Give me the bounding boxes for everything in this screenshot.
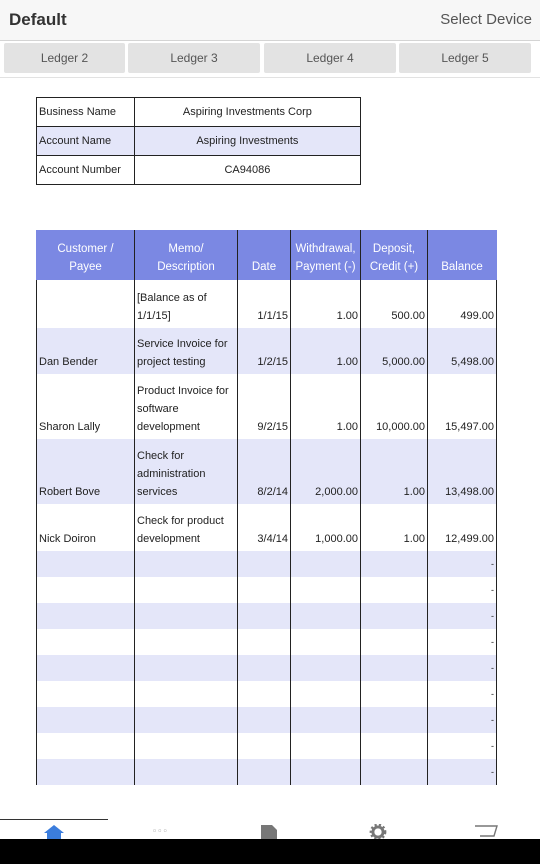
home-icon[interactable] <box>43 824 65 839</box>
balance-cell: 5,498.00 <box>428 328 497 374</box>
memo-cell[interactable]: Service Invoice for project testing <box>135 328 238 374</box>
empty-cell[interactable] <box>135 577 238 603</box>
balance-cell: 12,499.00 <box>428 504 497 551</box>
empty-table-row <box>37 759 497 785</box>
tab-ledger-2[interactable]: Ledger 2 <box>4 43 125 73</box>
empty-table-row <box>37 681 497 707</box>
withdrawal-cell[interactable]: 1.00 <box>291 374 361 439</box>
empty-cell[interactable] <box>135 629 238 655</box>
empty-table-row <box>37 733 497 759</box>
empty-cell[interactable] <box>135 551 238 577</box>
deposit-cell[interactable]: 500.00 <box>361 280 428 328</box>
deposit-cell[interactable]: 10,000.00 <box>361 374 428 439</box>
memo-cell[interactable]: [Balance as of 1/1/15] <box>135 280 238 328</box>
empty-table-row <box>37 655 497 681</box>
empty-cell[interactable] <box>361 629 428 655</box>
payee-cell[interactable] <box>37 280 135 328</box>
memo-cell[interactable]: Check for product development <box>135 504 238 551</box>
tab-ledger-4[interactable]: Ledger 4 <box>264 43 396 73</box>
withdrawal-cell[interactable]: 1.00 <box>291 328 361 374</box>
account-info-table <box>36 97 361 185</box>
ledger-header-row <box>37 230 497 280</box>
account-number-row <box>37 156 361 185</box>
account-name-label: Account Name <box>37 127 135 156</box>
memo-cell[interactable]: Product Invoice for software development <box>135 374 238 439</box>
date-cell[interactable]: 9/2/15 <box>238 374 291 439</box>
divider <box>0 819 108 820</box>
empty-cell[interactable] <box>361 733 428 759</box>
empty-cell[interactable] <box>238 629 291 655</box>
withdrawal-cell[interactable]: 2,000.00 <box>291 439 361 504</box>
payee-cell[interactable]: Dan Bender <box>37 328 135 374</box>
empty-cell[interactable] <box>291 681 361 707</box>
empty-cell[interactable] <box>135 707 238 733</box>
account-name-row <box>37 127 361 156</box>
empty-cell[interactable] <box>361 707 428 733</box>
empty-cell[interactable] <box>135 759 238 785</box>
ledger-body <box>37 280 497 785</box>
table-row <box>37 504 497 551</box>
empty-cell: - <box>428 603 497 629</box>
ledger-tab-bar <box>0 41 540 78</box>
empty-cell[interactable] <box>291 629 361 655</box>
empty-cell: - <box>428 759 497 785</box>
empty-cell[interactable] <box>238 603 291 629</box>
table-row <box>37 280 497 328</box>
empty-cell[interactable] <box>37 707 135 733</box>
empty-table-row <box>37 629 497 655</box>
business-name-label: Business Name <box>37 98 135 127</box>
empty-cell[interactable] <box>238 551 291 577</box>
deposit-cell[interactable]: 5,000.00 <box>361 328 428 374</box>
empty-cell: - <box>428 577 497 603</box>
empty-cell[interactable] <box>291 733 361 759</box>
empty-cell[interactable] <box>238 707 291 733</box>
empty-cell[interactable] <box>135 655 238 681</box>
empty-table-row <box>37 603 497 629</box>
empty-cell[interactable] <box>291 577 361 603</box>
empty-table-row <box>37 577 497 603</box>
date-cell[interactable]: 8/2/14 <box>238 439 291 504</box>
date-cell[interactable]: 1/1/15 <box>238 280 291 328</box>
empty-cell[interactable] <box>361 759 428 785</box>
empty-cell[interactable] <box>37 681 135 707</box>
empty-cell: - <box>428 551 497 577</box>
bottom-nav <box>0 818 540 839</box>
header-date: Date <box>238 230 291 280</box>
cart-icon[interactable] <box>474 824 498 839</box>
empty-cell[interactable] <box>37 603 135 629</box>
app-title: Default <box>9 10 67 29</box>
header-deposit: Deposit, Credit (+) <box>361 230 428 280</box>
empty-cell: - <box>428 629 497 655</box>
ledger-table <box>36 230 497 785</box>
deposit-cell[interactable]: 1.00 <box>361 439 428 504</box>
balance-cell: 15,497.00 <box>428 374 497 439</box>
table-row <box>37 328 497 374</box>
empty-cell[interactable] <box>37 733 135 759</box>
select-device-button[interactable]: Select Device <box>440 11 532 28</box>
top-bar <box>0 0 540 41</box>
screen-edge <box>0 839 540 864</box>
empty-cell[interactable] <box>361 577 428 603</box>
empty-cell: - <box>428 655 497 681</box>
document-icon[interactable] <box>260 824 278 839</box>
payee-cell[interactable]: Nick Doiron <box>37 504 135 551</box>
empty-cell[interactable] <box>135 681 238 707</box>
business-name-row <box>37 98 361 127</box>
empty-cell[interactable] <box>361 681 428 707</box>
account-name-value[interactable]: Aspiring Investments <box>134 127 360 156</box>
empty-cell[interactable] <box>37 655 135 681</box>
account-number-label: Account Number <box>37 156 135 185</box>
empty-cell[interactable] <box>291 655 361 681</box>
empty-cell: - <box>428 733 497 759</box>
memo-cell[interactable]: Check for administration services <box>135 439 238 504</box>
empty-cell[interactable] <box>238 681 291 707</box>
empty-cell: - <box>428 707 497 733</box>
empty-cell[interactable] <box>361 551 428 577</box>
empty-cell[interactable] <box>361 603 428 629</box>
withdrawal-cell[interactable]: 1,000.00 <box>291 504 361 551</box>
tab-ledger-5[interactable]: Ledger 5 <box>399 43 531 73</box>
empty-cell[interactable] <box>37 577 135 603</box>
empty-cell[interactable] <box>135 603 238 629</box>
table-row <box>37 439 497 504</box>
empty-cell[interactable] <box>291 603 361 629</box>
empty-cell[interactable] <box>291 759 361 785</box>
balance-cell: 13,498.00 <box>428 439 497 504</box>
empty-cell[interactable] <box>291 707 361 733</box>
empty-cell[interactable] <box>291 551 361 577</box>
account-number-value[interactable]: CA94086 <box>134 156 360 185</box>
empty-cell[interactable] <box>238 733 291 759</box>
empty-cell[interactable] <box>238 655 291 681</box>
empty-cell[interactable] <box>238 577 291 603</box>
payee-cell[interactable]: Sharon Lally <box>37 374 135 439</box>
date-cell[interactable]: 1/2/15 <box>238 328 291 374</box>
empty-cell: - <box>428 681 497 707</box>
header-withdrawal: Withdrawal, Payment (-) <box>291 230 361 280</box>
deposit-cell[interactable]: 1.00 <box>361 504 428 551</box>
empty-cell[interactable] <box>238 759 291 785</box>
balance-cell: 499.00 <box>428 280 497 328</box>
header-memo: Memo/ Description <box>135 230 238 280</box>
empty-table-row <box>37 707 497 733</box>
tab-ledger-3[interactable]: Ledger 3 <box>128 43 260 73</box>
gear-icon[interactable] <box>367 824 389 839</box>
empty-cell[interactable] <box>361 655 428 681</box>
withdrawal-cell[interactable]: 1.00 <box>291 280 361 328</box>
empty-cell[interactable] <box>37 759 135 785</box>
business-name-value[interactable]: Aspiring Investments Corp <box>134 98 360 127</box>
header-balance: Balance <box>428 230 497 280</box>
date-cell[interactable]: 3/4/14 <box>238 504 291 551</box>
table-row <box>37 374 497 439</box>
header-payee: Customer / Payee <box>37 230 135 280</box>
empty-cell[interactable] <box>135 733 238 759</box>
empty-cell[interactable] <box>37 629 135 655</box>
empty-cell[interactable] <box>37 551 135 577</box>
empty-table-row <box>37 551 497 577</box>
more-icon[interactable]: ◦◦◦ <box>152 827 168 837</box>
payee-cell[interactable]: Robert Bove <box>37 439 135 504</box>
